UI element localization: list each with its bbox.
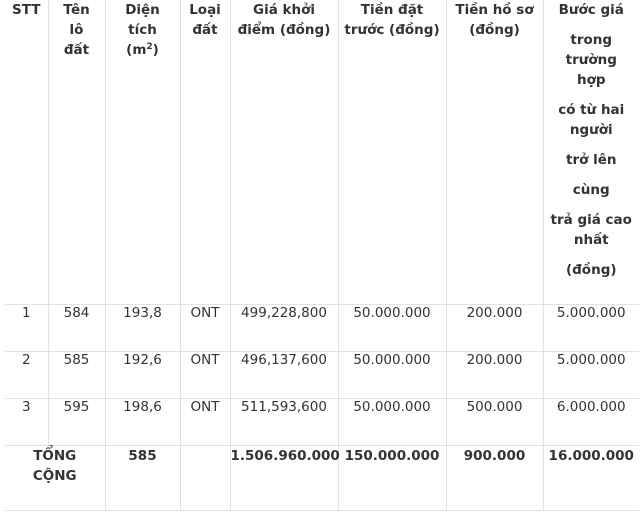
header-ten-lo-dat-text: [49, 0, 105, 60]
header-row: [5, 0, 639, 305]
header-stt: [5, 0, 48, 305]
header-line: có từ hai: [558, 102, 625, 118]
header-line: người: [569, 122, 613, 138]
header-tien-ho-so: [446, 0, 543, 305]
cell-tien-ho-so: 200.000: [446, 305, 543, 352]
header-dien-tich-text: [106, 0, 180, 60]
cell-buoc-gia: 5.000.000: [543, 305, 639, 352]
header-loai-dat: [180, 0, 230, 305]
header-line: đất: [192, 22, 218, 38]
header-line: hợp: [576, 72, 606, 88]
total-row: [5, 446, 639, 511]
total-loai-dat: [180, 446, 230, 511]
header-line: Giá khởi: [252, 2, 315, 18]
header-tien-dat-truoc-text: [339, 0, 446, 40]
total-label-line: TỔNG: [33, 448, 77, 464]
total-label: [5, 446, 105, 511]
header-line: trở lên: [566, 152, 617, 168]
header-tien-dat-truoc: [338, 0, 446, 305]
cell-stt: 3: [5, 399, 48, 446]
header-line: điểm (đồng): [237, 22, 331, 38]
header-buoc-gia: [543, 0, 639, 305]
cell-gia-khoi-diem: 511,593,600: [230, 399, 338, 446]
table-row: [5, 305, 639, 352]
cell-buoc-gia: 5.000.000: [543, 352, 639, 399]
header-line: Bước giá: [558, 2, 624, 18]
cell-tien-ho-so: 500.000: [446, 399, 543, 446]
cell-stt: 1: [5, 305, 48, 352]
total-gia-khoi-diem: 1.506.960.000: [230, 446, 338, 511]
cell-tien-ho-so: 200.000: [446, 352, 543, 399]
unit-close: ): [152, 42, 159, 58]
total-tien-dat-truoc: 150.000.000: [338, 446, 446, 511]
cell-dien-tich: 198,6: [105, 399, 180, 446]
total-dien-tich: 585: [105, 446, 180, 511]
header-line: nhất: [573, 232, 609, 248]
header-tien-ho-so-text: [447, 0, 543, 40]
cell-loai-dat: ONT: [180, 399, 230, 446]
unit-superscript: 2: [146, 42, 153, 52]
unit-text: (m: [126, 42, 147, 58]
header-ten-lo-dat: [48, 0, 105, 305]
header-line: Tiền đặt: [360, 2, 424, 18]
table-row: [5, 399, 639, 446]
header-line: trường: [565, 52, 617, 68]
header-line: Loại: [189, 2, 221, 18]
header-unit-line: [110, 40, 176, 60]
total-buoc-gia: 16.000.000: [543, 446, 639, 511]
header-line: lô: [69, 22, 84, 38]
cell-ten-lo-dat: 595: [48, 399, 105, 446]
header-line: trong: [570, 32, 613, 48]
cell-dien-tich: 193,8: [105, 305, 180, 352]
header-line: (đồng): [565, 262, 617, 278]
cell-tien-dat-truoc: 50.000.000: [338, 399, 446, 446]
total-label-line: CỘNG: [32, 468, 77, 484]
header-loai-dat-text: [181, 0, 230, 40]
cell-loai-dat: ONT: [180, 352, 230, 399]
header-gia-khoi-diem: [230, 0, 338, 305]
cell-stt: 2: [5, 352, 48, 399]
header-line: Diện: [125, 2, 160, 18]
header-stt-text: [5, 0, 48, 20]
header-line: (đồng): [469, 22, 520, 38]
cell-tien-dat-truoc: 50.000.000: [338, 352, 446, 399]
cell-tien-dat-truoc: 50.000.000: [338, 305, 446, 352]
header-line: trước (đồng): [344, 22, 440, 38]
header-line: cùng: [572, 182, 610, 198]
header-buoc-gia-text: [544, 0, 640, 280]
cell-ten-lo-dat: 584: [48, 305, 105, 352]
cell-buoc-gia: 6.000.000: [543, 399, 639, 446]
header-line: Tiền hồ sơ: [455, 2, 534, 18]
land-auction-table: [5, 0, 639, 511]
header-line: Tên: [63, 2, 90, 18]
cell-gia-khoi-diem: 496,137,600: [230, 352, 338, 399]
header-line: trả giá cao: [550, 212, 632, 228]
header-dien-tich: [105, 0, 180, 305]
total-tien-ho-so: 900.000: [446, 446, 543, 511]
header-line: tích: [128, 22, 157, 38]
cell-gia-khoi-diem: 499,228,800: [230, 305, 338, 352]
header-line: đất: [63, 42, 90, 58]
table-row: [5, 352, 639, 399]
header-gia-khoi-diem-text: [231, 0, 338, 40]
header-line: STT: [12, 2, 41, 18]
cell-ten-lo-dat: 585: [48, 352, 105, 399]
cell-loai-dat: ONT: [180, 305, 230, 352]
cell-dien-tich: 192,6: [105, 352, 180, 399]
